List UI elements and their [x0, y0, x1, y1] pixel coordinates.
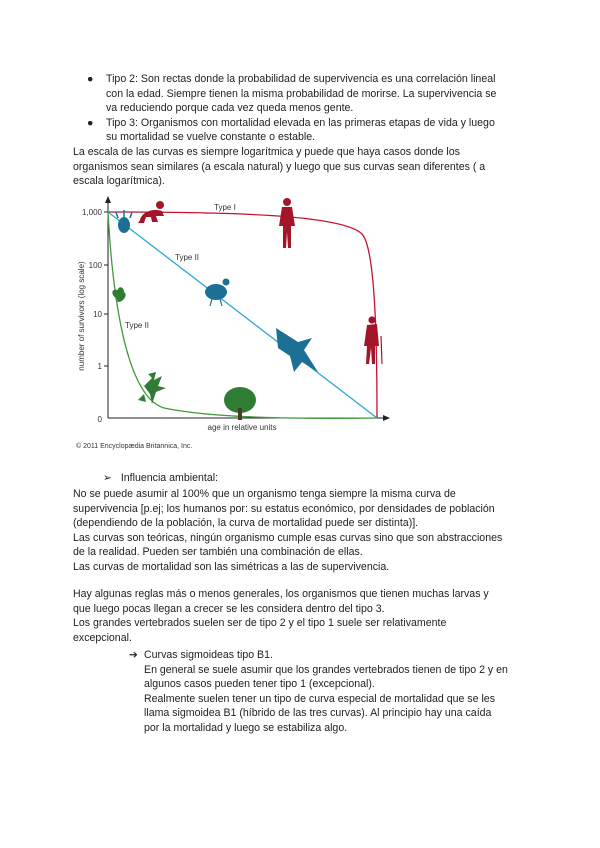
section-heading: [103, 471, 218, 486]
series-label-type1: Type I: [214, 203, 236, 212]
survivorship-chart: [72, 196, 402, 440]
text-line: (dependiendo de la población, la curva de mortalidad puede ser distinta)].: [73, 517, 419, 530]
text-line: Las curvas de mortalidad son las simétricas a las de supervivencia.: [73, 560, 390, 573]
x-axis-arrow-icon: [383, 415, 390, 421]
arrowhead-icon: ➢: [103, 472, 112, 484]
text-line: supervivencia [p.ej; los humanos por: su estatus económico, por densidades de población: [73, 502, 495, 515]
bullet-item-type2: [80, 72, 535, 116]
bullet-item-type3: [80, 116, 535, 145]
woman-icon: [279, 198, 295, 248]
subsection-title: Curvas sigmoideas tipo B1.: [144, 649, 273, 661]
arrow-icon: ➔: [129, 649, 138, 661]
bullet-dot: ●: [87, 73, 94, 85]
text-line: excepcional.: [73, 631, 132, 644]
text-line: Realmente suelen tener un tipo de curva especial de mortalidad que se les: [144, 692, 495, 705]
text-line: Los grandes vertebrados suelen ser de tipo 2 y el tipo 1 suele ser relativamente: [73, 617, 447, 630]
text-line: Tipo 3: Organismos con mortalidad elevada en las primeras etapas de vida y luego: [106, 116, 495, 129]
text-line: con la edad. Siempre tienen la misma probabilidad de morirse. La supervivencia se: [106, 87, 497, 100]
x-axis-label: age in relative units: [207, 423, 277, 432]
paragraph-environment: [73, 487, 533, 575]
series-label-type3: Type II: [125, 321, 150, 330]
text-line: algunos casos pueden tener tipo 1 (excepcional).: [144, 678, 375, 691]
text-line: escala logarítmica).: [73, 175, 165, 188]
text-line: Hay algunas reglas más o menos generales, los organismos que tienen muchas larvas y: [73, 588, 489, 600]
intro-paragraph: [73, 145, 533, 189]
series-label-type2: Type II: [175, 253, 200, 262]
text-line: va reduciendo porque cada vez queda menos gente.: [106, 102, 354, 115]
paragraph-rules: [73, 587, 533, 645]
y-tick-label: 100: [88, 261, 102, 270]
section-title: Influencia ambiental:: [120, 472, 219, 484]
y-tick-label: 1,000: [81, 208, 102, 217]
text-line: Tipo 2: Son rectas donde la probabilidad de supervivencia es una correlación lineal: [106, 73, 496, 85]
text-line: No se puede asumir al 100% que un organismo tenga siempre la misma curva de: [73, 488, 456, 500]
bullet-dot: ●: [87, 116, 94, 129]
hydra-icon: [116, 210, 132, 233]
text-line: por la mortalidad y luego se estabiliza algo.: [144, 721, 348, 734]
y-tick-label: 10: [93, 310, 102, 319]
elderly-icon: [364, 316, 382, 364]
subsection-sigmoid: [129, 648, 508, 736]
text-line: su mortalidad se vuelve constante o estable.: [106, 131, 316, 144]
image-credit: © 2011 Encyclopædia Britannica, Inc.: [76, 443, 193, 450]
tree-icon: [224, 387, 256, 420]
y-tick-label: 0: [97, 415, 102, 424]
bullet-list: [80, 72, 535, 145]
text-line: En general se suele asumir que los grandes vertebrados tienen de tipo 2 y en: [144, 663, 508, 676]
y-axis-label: number of survivors (log scale): [77, 261, 86, 371]
eagle-icon: [276, 328, 318, 372]
text-line: llama sigmoidea B1 (híbrido de las tres curvas). Al principio hay una caída: [144, 707, 492, 720]
y-tick-label: 1: [97, 362, 102, 371]
text-line: de la realidad. Pueden ser también una combinación de ellas.: [73, 546, 363, 559]
text-line: que luego pocas llegan a crecer se les considera dentro del tipo 3.: [73, 602, 385, 615]
text-line: Las curvas son teóricas, ningún organismo cumple esas curvas sino que son abstracciones: [73, 531, 503, 544]
y-axis-arrow-icon: [105, 196, 111, 203]
text-line: organismos sean similares (a escala natural) y luego que sus curvas sean diferentes ( a: [73, 160, 486, 173]
text-line: La escala de las curvas es siempre logarítmica y puede que haya casos donde los: [73, 146, 460, 158]
